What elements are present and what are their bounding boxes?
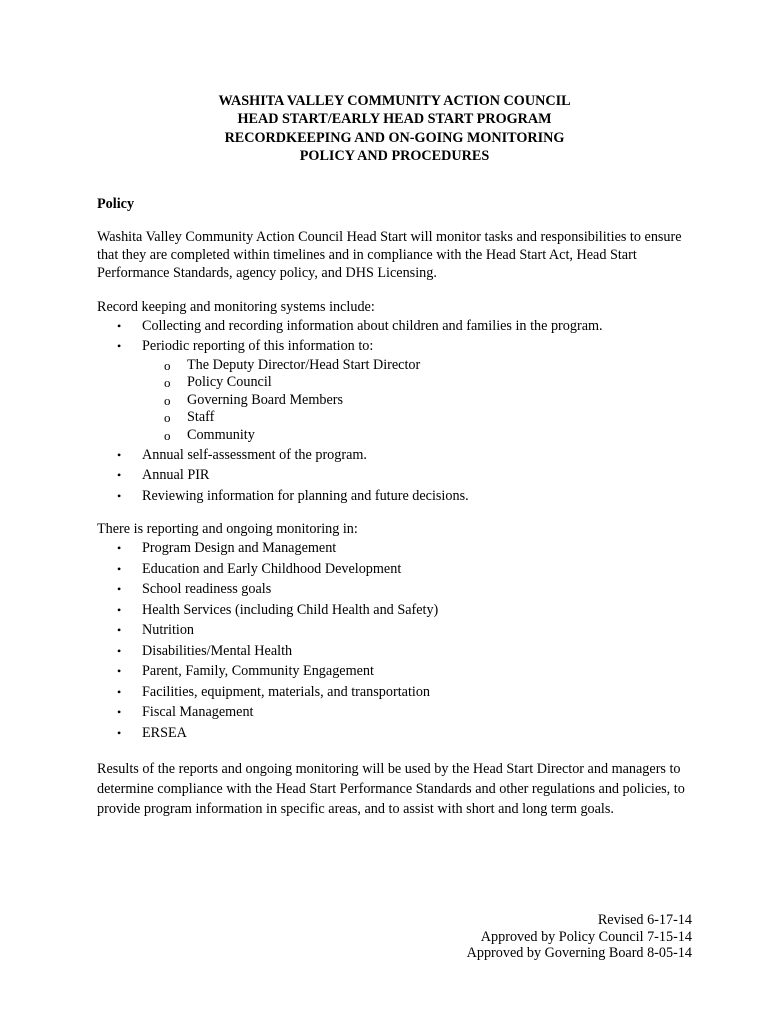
systems-lead-text: Record keeping and monitoring systems include: xyxy=(97,298,375,315)
reporting-lead-text: There is reporting and ongoing monitoring in: xyxy=(97,521,358,538)
list-item xyxy=(97,661,692,682)
list-item xyxy=(97,538,692,559)
list-item xyxy=(97,465,692,486)
list-item-text: Disabilities/Mental Health xyxy=(142,642,293,659)
list-item-text: ERSEA xyxy=(142,724,187,741)
bullet-icon: • xyxy=(117,541,122,556)
reporting-targets-list xyxy=(142,357,692,445)
list-item xyxy=(97,620,692,641)
list-item-text: Periodic reporting of this information to: xyxy=(142,338,374,355)
list-item xyxy=(97,600,692,621)
sub-list-item xyxy=(142,357,692,375)
list-item-text: Nutrition xyxy=(142,622,195,639)
sub-list-item xyxy=(142,392,692,410)
bullet-icon: • xyxy=(117,447,122,462)
bullet-icon: • xyxy=(117,643,122,658)
list-item xyxy=(97,723,692,744)
list-item-text: Fiscal Management xyxy=(142,704,254,721)
bullet-icon: • xyxy=(117,561,122,576)
bullet-icon: • xyxy=(117,582,122,597)
sub-bullet-icon: o xyxy=(164,357,171,373)
sub-list-item-text: Governing Board Members xyxy=(187,391,344,408)
list-item-text: Collecting and recording information about children and families in the program. xyxy=(142,317,603,334)
bullet-icon: • xyxy=(117,488,122,503)
sub-list-item xyxy=(142,409,692,427)
list-item-text: Annual PIR xyxy=(142,467,210,484)
systems-list-primary xyxy=(97,316,692,445)
sub-list-item-text: Policy Council xyxy=(187,374,272,391)
list-item xyxy=(97,579,692,600)
list-item-text: Education and Early Childhood Development xyxy=(142,560,402,577)
document-title xyxy=(97,92,692,166)
monitoring-areas-list xyxy=(97,538,692,743)
systems-list-secondary xyxy=(97,445,692,507)
sub-list-item xyxy=(142,427,692,445)
document-body xyxy=(97,92,692,819)
policy-council-approval: Approved by Policy Council 7-15-14 xyxy=(480,928,692,945)
list-item-text: Program Design and Management xyxy=(142,540,337,557)
sub-bullet-icon: o xyxy=(164,428,171,443)
bullet-icon: • xyxy=(117,339,122,354)
bullet-icon: • xyxy=(117,602,122,617)
list-item xyxy=(97,559,692,580)
title-line-doc-type: POLICY AND PROCEDURES xyxy=(299,148,490,165)
bullet-icon: • xyxy=(117,705,122,720)
title-line-program: HEAD START/EARLY HEAD START PROGRAM xyxy=(237,111,552,128)
list-item xyxy=(97,445,692,466)
section-heading-policy: Policy xyxy=(97,195,135,212)
bullet-icon: • xyxy=(117,664,122,679)
bullet-icon: • xyxy=(117,623,122,638)
policy-intro-paragraph: Washita Valley Community Action Council Head Start will monitor tasks and responsibilities to ensure that they are completed within timelines and in compliance with the Head Start Act, Head Start Performance Standards, agency policy, and DHS Licensing. xyxy=(97,228,682,281)
sub-list-item xyxy=(142,374,692,392)
list-item-text: Parent, Family, Community Engagement xyxy=(142,663,374,680)
list-item-text: Reviewing information for planning and future decisions. xyxy=(142,487,469,504)
list-item-text: School readiness goals xyxy=(142,581,272,598)
title-line-subject: RECORDKEEPING AND ON-GOING MONITORING xyxy=(224,129,565,146)
list-item xyxy=(97,486,692,507)
list-item xyxy=(97,336,692,444)
list-item-text: Annual self-assessment of the program. xyxy=(142,446,367,463)
approval-block xyxy=(467,912,692,962)
sub-bullet-icon: o xyxy=(164,410,171,426)
governing-board-approval: Approved by Governing Board 8-05-14 xyxy=(466,945,692,961)
bullet-icon: • xyxy=(117,318,122,333)
list-item xyxy=(97,682,692,703)
list-item xyxy=(97,316,692,337)
list-item xyxy=(97,702,692,723)
results-paragraph: Results of the reports and ongoing monitoring will be used by the Head Start Director and managers to determine compliance with the Head Start Performance Standards and other regulations and policies, to provide program information in specific areas, and to assist with short and long term goals. xyxy=(97,761,685,818)
revised-date: Revised 6-17-14 xyxy=(597,912,692,928)
bullet-icon: • xyxy=(117,725,122,740)
sub-bullet-icon: o xyxy=(164,392,171,408)
bullet-icon: • xyxy=(117,468,122,483)
list-item-text: Health Services (including Child Health and Safety) xyxy=(142,601,439,618)
list-item xyxy=(97,641,692,662)
bullet-icon: • xyxy=(117,684,122,699)
list-item-text: Facilities, equipment, materials, and transportation xyxy=(142,683,431,700)
sub-list-item-text: Staff xyxy=(187,409,215,426)
title-line-organization: WASHITA VALLEY COMMUNITY ACTION COUNCIL xyxy=(218,93,571,109)
sub-list-item-text: Community xyxy=(187,427,255,443)
sub-list-item-text: The Deputy Director/Head Start Director xyxy=(187,356,421,373)
sub-bullet-icon: o xyxy=(164,375,171,391)
